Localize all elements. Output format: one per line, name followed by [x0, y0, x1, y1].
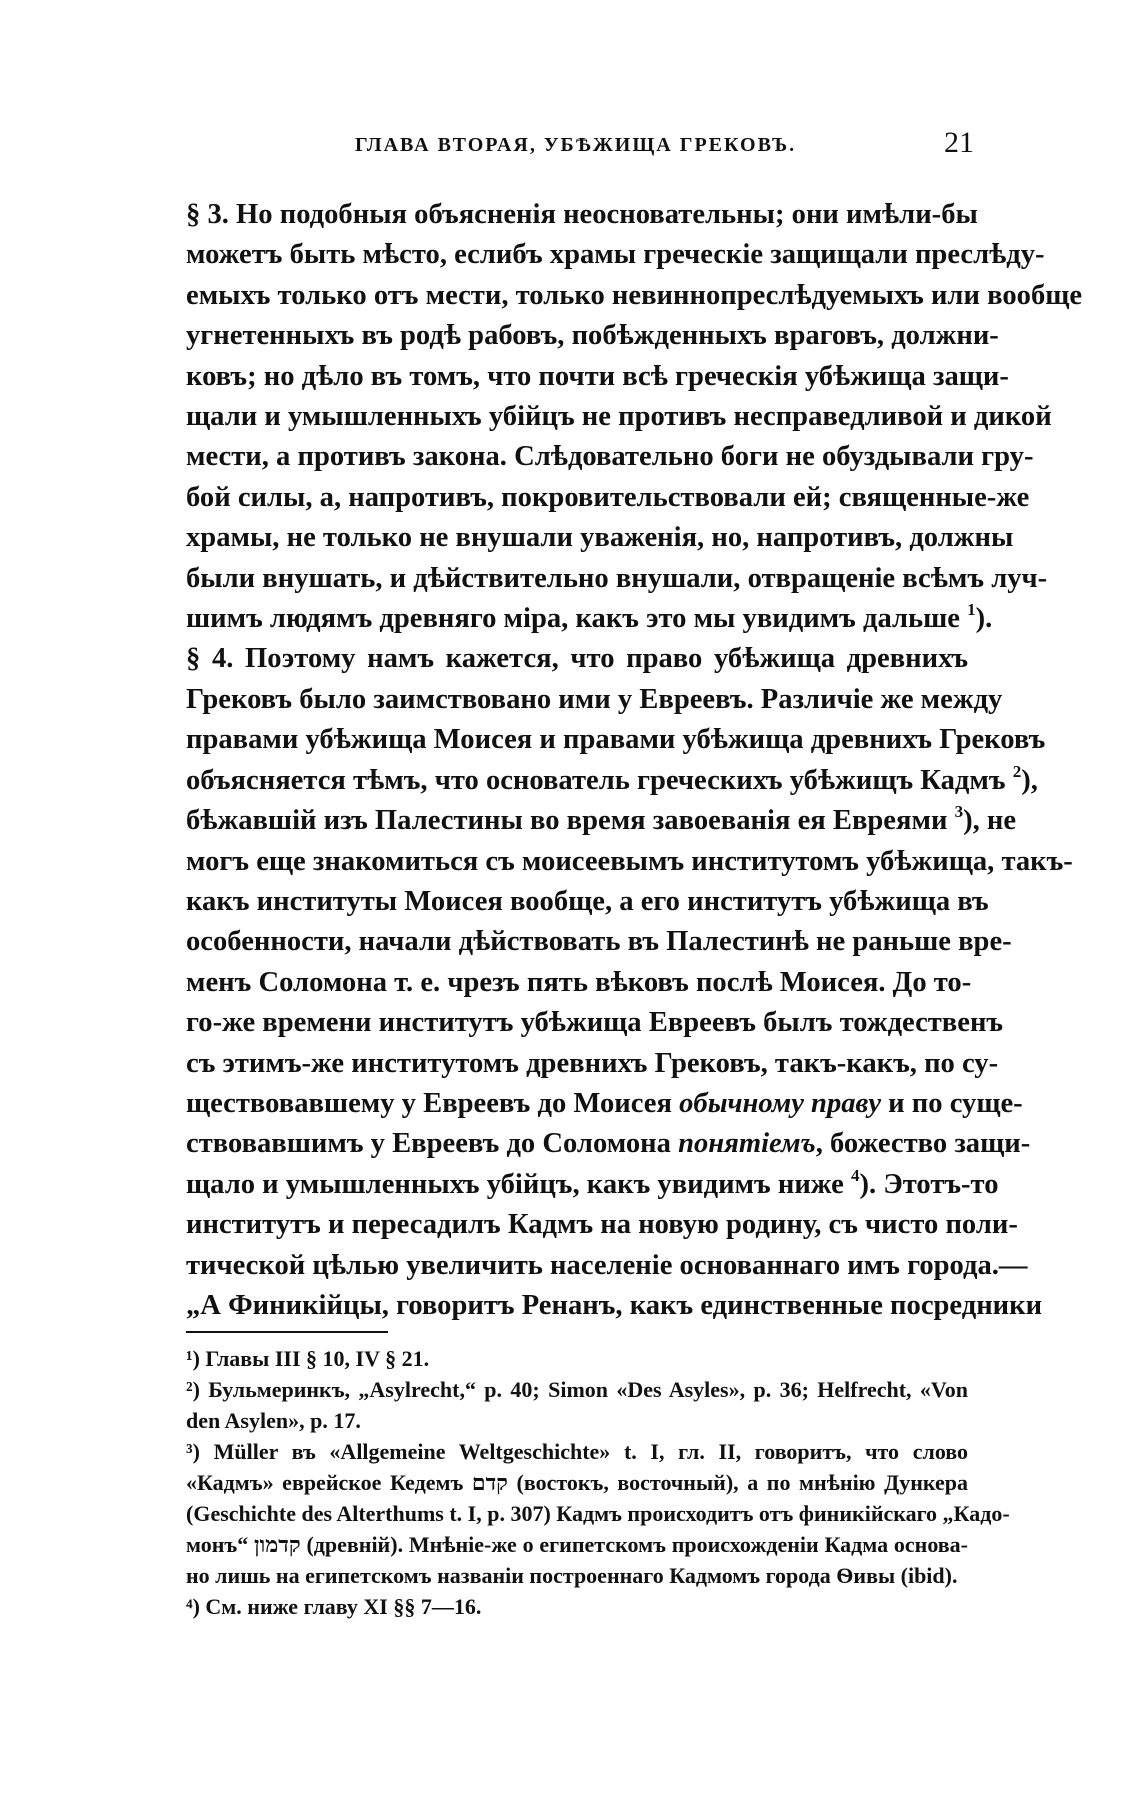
footnote-3-cont: (Geschichte des Alterthums t. I, p. 307) Кадмъ происходитъ отъ финикійскаго „Кадо-	[186, 1501, 1010, 1526]
footnote-text: См. ниже главу XI §§ 7—16.	[205, 1594, 482, 1619]
page-number: 21	[944, 126, 974, 159]
running-title: ГЛАВА ВТОРАЯ, УБѢЖИЩА ГРЕКОВЪ.	[355, 134, 797, 156]
text-line: правами убѣжища Моисея и правами убѣжища древнихъ Грековъ	[186, 724, 1046, 756]
text-line	[186, 761, 1038, 801]
text-line: бой силы, а, напротивъ, покровительствовали ей; священные-же	[186, 481, 1030, 513]
text-fragment: бѣжавшій изъ Палестины во время завоеванія ея Евреями	[186, 805, 948, 837]
text-line: особенности, начали дѣйствовать въ Палестинѣ не раньше вре-	[186, 926, 1012, 958]
footnote-3	[186, 1436, 968, 1467]
text-line: какъ институты Моисея вообще, а его институтъ убѣжища въ	[186, 885, 989, 917]
text-fragment: ствовавшимъ у Евреевъ до Соломона	[186, 1128, 671, 1160]
text-fragment: ществовавшему у Евреевъ до Моисея	[186, 1087, 672, 1119]
footnotes	[186, 1343, 1010, 1622]
text-fragment: , божество защи-	[815, 1128, 1031, 1160]
text-fragment: и по суще-	[881, 1087, 1023, 1119]
footnote-text: Бульмеринкъ, „Asylrecht,“ p. 40; Simon «Des Asyles», p. 36; Helfrecht, «Von	[208, 1377, 969, 1402]
text-line: „А Финикійцы, говоритъ Ренанъ, какъ единственные посредники	[186, 1289, 1043, 1321]
text-line: § 3. Но подобныя объясненія неосновательны; они имѣли-бы	[186, 199, 978, 230]
text-line	[186, 599, 993, 639]
footnote-mark: ²)	[186, 1377, 200, 1402]
text-fragment: шимъ людямъ древняго міра, какъ это мы увидимъ дальше	[186, 603, 960, 635]
footnote-ref: 3	[954, 802, 964, 822]
footnote-text: Müller въ «Allgemeine Weltgeschichte» t. I, гл. II, говоритъ, что слово	[213, 1439, 969, 1464]
footnote-1	[186, 1343, 968, 1374]
text-line: емыхъ только отъ мести, только невиннопреслѣдуемыхъ или вообще	[186, 279, 1083, 311]
footnote-mark: ¹)	[186, 1346, 200, 1371]
text-line: институтъ и пересадилъ Кадмъ на новую родину, съ чисто поли-	[186, 1209, 1018, 1241]
text-line: были внушать, и дѣйствительно внушали, отвращеніе всѣмъ луч-	[186, 562, 1048, 594]
footnote-divider	[186, 1331, 388, 1333]
text-line: щали и умышленныхъ убійцъ не противъ несправедливой и дикой	[186, 401, 1052, 433]
footnote-4	[186, 1591, 968, 1622]
footnote-3-cont: но лишь на египетскомъ названіи построеннаго Кадмомъ города Ѳивы (ibid).	[186, 1563, 958, 1588]
footnote-3-cont: «Кадмъ» еврейское Кедемъ קדם (востокъ, восточный), а по мнѣнію Дункера	[186, 1470, 969, 1495]
text-line: можетъ быть мѣсто, еслибъ храмы греческіе защищали преслѣду-	[186, 239, 1045, 271]
text-line: тической цѣлью увеличить населеніе основаннаго имъ города.—	[186, 1249, 1028, 1281]
footnote-2-cont: den Asylen», p. 17.	[186, 1408, 361, 1433]
text-line: угнетенныхъ въ родѣ рабовъ, побѣжденныхъ враговъ, должни-	[186, 320, 999, 352]
text-line	[186, 1165, 999, 1205]
text-line: менъ Соломона т. е. чрезъ пять вѣковъ послѣ Моисея. До то-	[186, 966, 972, 998]
text-line: съ этимъ-же институтомъ древнихъ Грековъ, такъ-какъ, по су-	[186, 1047, 999, 1079]
italic-phrase: обычному праву	[679, 1087, 882, 1119]
text-line: Грековъ было заимствовано ими у Евреевъ. Различіе же между	[186, 683, 1003, 715]
text-line: § 4. Поэтому намъ кажется, что право убѣжища древнихъ	[186, 643, 968, 675]
italic-phrase: понятіемъ	[678, 1128, 816, 1160]
footnote-ref: 1	[967, 600, 976, 620]
text-line	[186, 1124, 1031, 1164]
footnote-2	[186, 1374, 968, 1405]
text-fragment: щало и умышленныхъ убійцъ, какъ увидимъ ниже	[186, 1168, 844, 1200]
text-line: могъ еще знакомиться съ моисеевымъ институтомъ убѣжища, такъ-	[186, 845, 1073, 877]
text-line: мести, а противъ закона. Слѣдовательно боги не обуздывали гру-	[186, 441, 1034, 473]
text-line: храмы, не только не внушали уваженія, но, напротивъ, должны	[186, 522, 1014, 554]
text-fragment: объясняется тѣмъ, что основатель греческихъ убѣжищъ Кадмъ	[186, 764, 1006, 796]
footnote-3-cont: монъ“ קדמון (древній). Мнѣніе-же о египетскомъ происхожденіи Кадма основа-	[186, 1532, 968, 1557]
text-fragment: ). Этотъ-то	[859, 1168, 999, 1200]
text-line: го-же времени институтъ убѣжища Евреевъ былъ тождественъ	[186, 1007, 1004, 1039]
text-fragment: ).	[975, 603, 993, 635]
text-fragment: ),	[1021, 764, 1038, 796]
footnote-mark: ⁴)	[186, 1594, 200, 1619]
text-line: ковъ; но дѣло въ томъ, что почти всѣ греческія убѣжища защи-	[186, 360, 1009, 392]
footnote-ref: 2	[1012, 761, 1022, 781]
footnote-mark: ³)	[186, 1439, 200, 1464]
text-line	[186, 801, 1017, 841]
footnote-ref: 4	[851, 1165, 860, 1185]
main-text	[186, 195, 1083, 1326]
text-fragment: ), не	[963, 805, 1017, 837]
text-line	[186, 1084, 1023, 1124]
footnote-text: Главы III § 10, IV § 21.	[205, 1346, 430, 1371]
